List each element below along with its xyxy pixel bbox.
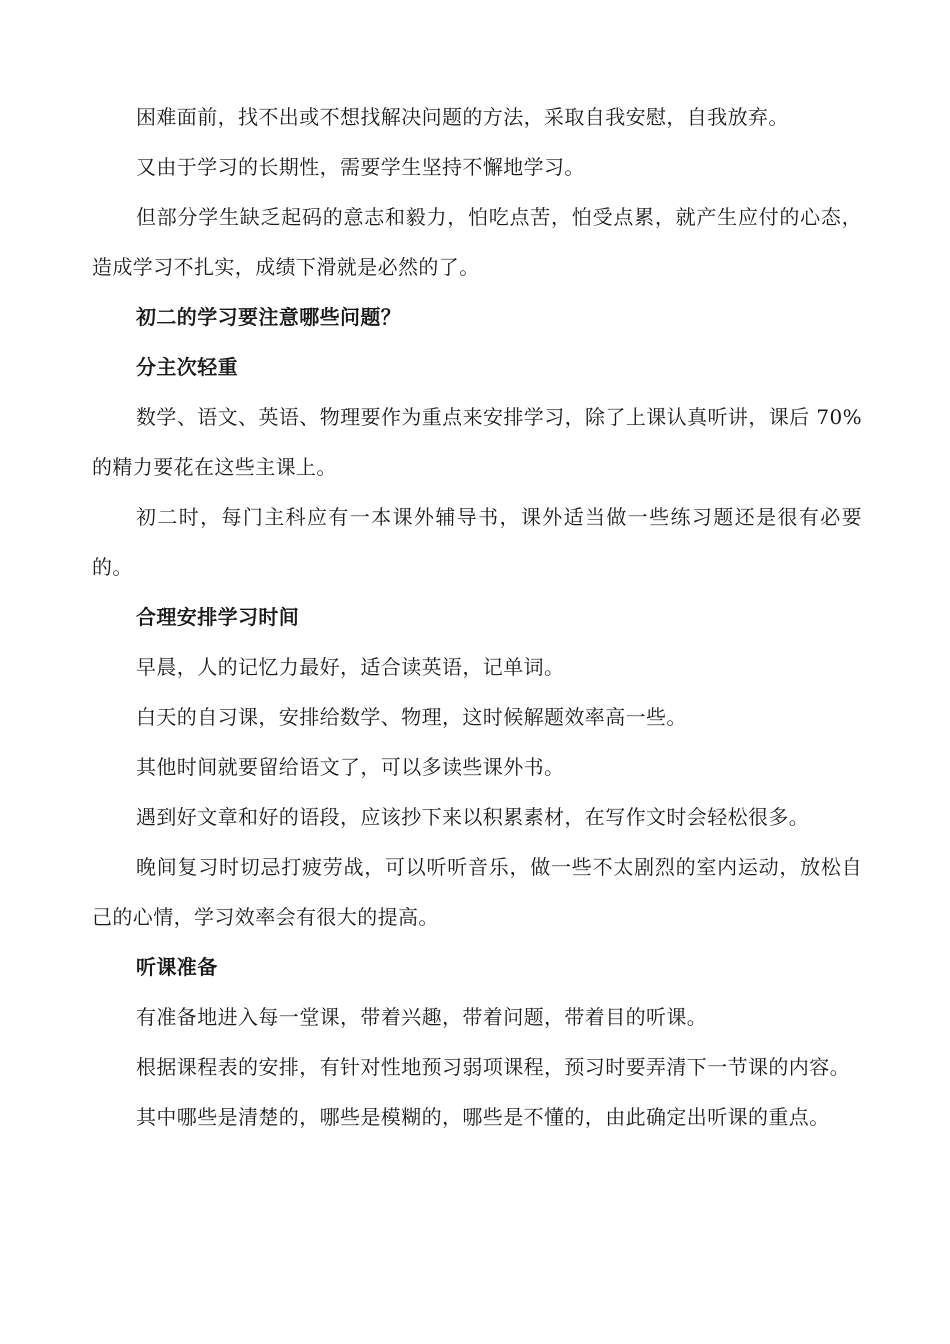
paragraph: 早晨，人的记忆力最好，适合读英语，记单词。 — [136, 655, 565, 679]
paragraph: 根据课程表的安排，有针对性地预习弱项课程，预习时要弄清下一节课的内容。 — [136, 1055, 850, 1079]
paragraph: 有准备地进入每一堂课，带着兴趣，带着问题，带着目的听课。 — [136, 1005, 708, 1029]
document-page — [92, 92, 862, 1142]
section-heading: 合理安排学习时间 — [136, 605, 300, 629]
paragraph: 其他时间就要留给语文了，可以多读些课外书。 — [136, 755, 565, 779]
section-heading: 听课准备 — [136, 955, 218, 979]
paragraph: 又由于学习的长期性，需要学生坚持不懈地学习。 — [136, 155, 585, 179]
paragraph: 但部分学生缺乏起码的意志和毅力，怕吃点苦，怕受点累，就产生应付的心态，造成学习不扎实，成绩下滑就是必然的了。 — [92, 205, 862, 279]
section-heading: 分主次轻重 — [136, 355, 238, 379]
paragraph: 晚间复习时切忌打疲劳战，可以听听音乐，做一些不太剧烈的室内运动，放松自己的心情，学习效率会有很大的提高。 — [92, 855, 862, 929]
paragraph: 其中哪些是清楚的，哪些是模糊的，哪些是不懂的，由此确定出听课的重点。 — [136, 1105, 830, 1129]
paragraph: 白天的自习课，安排给数学、物理，这时候解题效率高一些。 — [136, 705, 687, 729]
paragraph: 遇到好文章和好的语段，应该抄下来以积累素材，在写作文时会轻松很多。 — [136, 805, 810, 829]
paragraph: 初二时，每门主科应有一本课外辅导书，课外适当做一些练习题还是很有必要的。 — [92, 505, 862, 579]
paragraph: 困难面前，找不出或不想找解决问题的方法，采取自我安慰，自我放弃。 — [136, 105, 789, 129]
paragraph: 数学、语文、英语、物理要作为重点来安排学习，除了上课认真听讲，课后 70%的精力要花在这些主课上。 — [92, 405, 862, 479]
section-question-heading: 初二的学习要注意哪些问题？ — [136, 305, 402, 329]
